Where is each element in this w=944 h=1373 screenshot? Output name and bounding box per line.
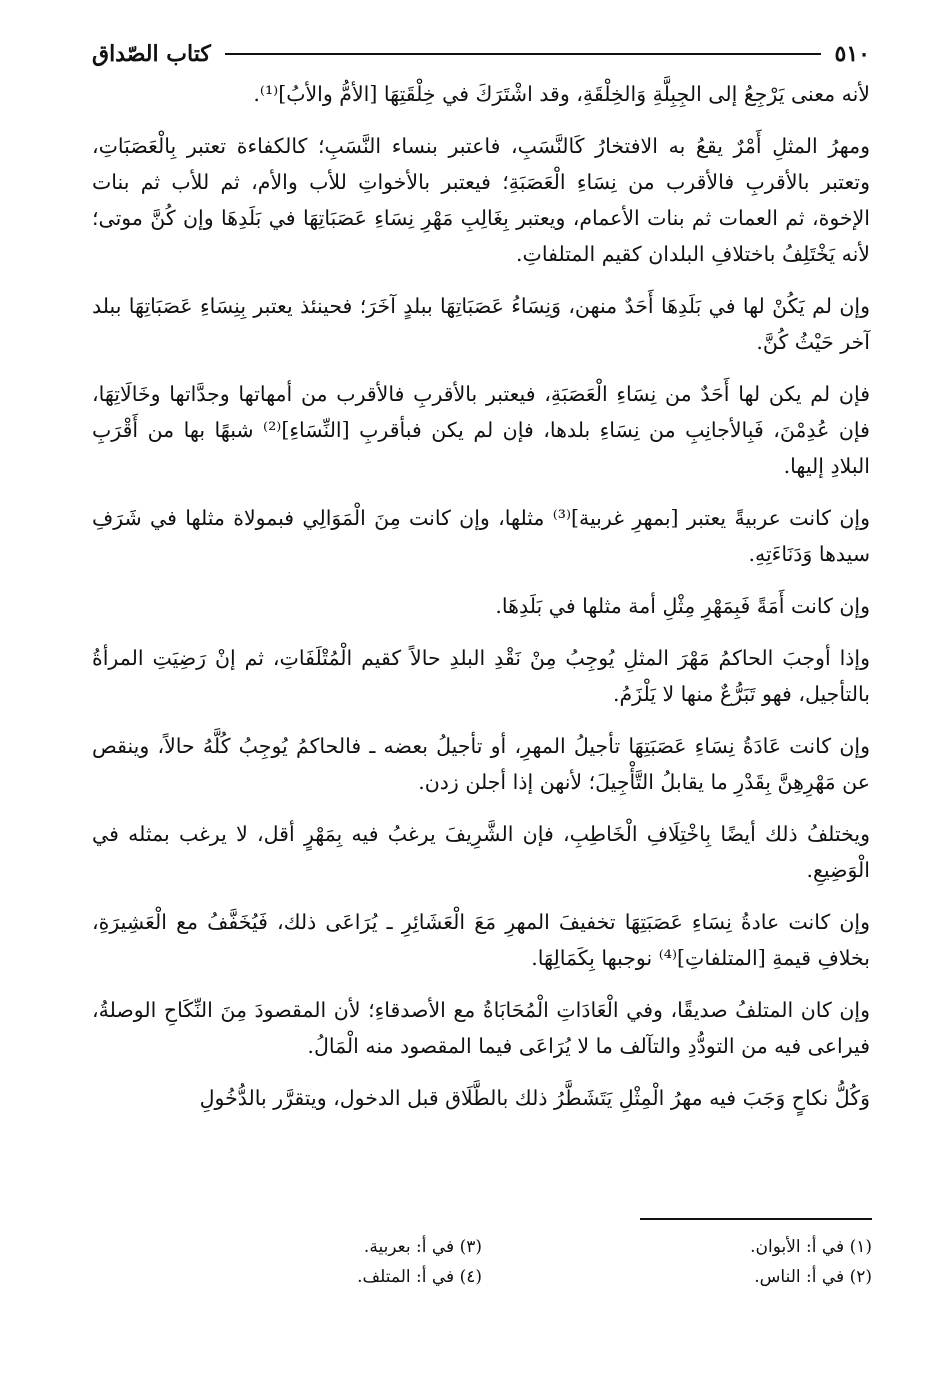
paragraph: وإن كانت عادةُ نِسَاءِ عَصَبَتِهَا تخفيفَ المهرِ مَعَ الْعَشَائِرِ ـ يُرَاعَى ذلك، فَيُخَفَّفُ مع الْعَشِيرَةِ، بخلافِ قيمةِ [المتلفاتِ]⁽⁴⁾ نوجبها بِكَمَالِهَا.: [92, 910, 870, 970]
page-number: ٥١٠: [834, 41, 870, 67]
body-text: [92, 76, 870, 1116]
paragraph: ومهرُ المثلِ أَمْرٌ يقعُ به الافتخارُ كَالنَّسَبِ، فاعتبر بنساء النَّسَبِ؛ كالكفاءة تعتبر بِالْعَصَبَاتِ، وتعتبر بالأقربِ فالأقرب من نِسَاءِ الْعَصَبَةِ؛ فيعتبر بالأخواتِ للأب والأم، ثم للأب ثم بنات الإخوة، ثم العمات ثم بنات الأعمام، ويعتبر بِغَالِبِ مَهْرِ نِسَاءِ عَصَبَاتِهَا في بَلَدِهَا وإن كُنَّ موتى؛ لأنه يَخْتَلِفُ باختلافِ البلدان كقيم المتلفاتِ.: [92, 134, 870, 266]
footnote: (٣) في أ: بعربية.: [363, 1237, 482, 1257]
paragraph: وإن لم يَكُنْ لها في بَلَدِهَا أَحَدٌ منهن، وَنِسَاءُ عَصَبَاتِهَا ببلدٍ آخَرَ؛ فحينئذ يعتبر بِنِسَاءِ عَصَبَاتِهَا ببلد آخر حَيْثُ كُنَّ.: [92, 294, 870, 354]
footnotes-left-column: [92, 1232, 482, 1292]
paragraph: وإن كانت عَادَةُ نِسَاءِ عَصَبَتِهَا تأجيلُ المهرِ، أو تأجيلُ بعضه ـ فالحاكمُ يُوجِبُ كُلَّهُ حالاً، وينقص عن مَهْرِهِنَّ بِقَدْرِ ما يقابلُ التَّأْجِيلَ؛ لأنهن إذا أجلن زدن.: [92, 734, 870, 794]
footnote: (٢) في أ: الناس.: [754, 1267, 872, 1287]
footnotes: [92, 1232, 872, 1292]
paragraph: وإذا أوجبَ الحاكمُ مَهْرَ المثلِ يُوجِبُ مِنْ نَقْدِ البلدِ حالاً كقيم الْمُتْلَفَاتِ، ثم إنْ رَضِيَتِ المرأةُ بالتأجيل، فهو تَبَرُّعٌ منها لا يَلْزَمُ.: [92, 646, 870, 706]
footnote: (١) في أ: الأبوان.: [750, 1237, 872, 1257]
paragraph: وإن كان المتلفُ صديقًا، وفي الْعَادَاتِ الْمُحَابَاةُ مع الأصدقاءِ؛ لأن المقصودَ مِنَ النِّكَاحِ الوصلةُ، فيراعى فيه من التودُّدِ والتآلف ما لا يُرَاعَى فيما المقصود منه الْمَالُ.: [92, 998, 870, 1058]
paragraph: وإن كانت عربيةً يعتبر [بمهرِ غربية]⁽³⁾ مثلها، وإن كانت مِنَ الْمَوَالِي فبمولاة مثلها في شَرَفِ سيدها وَدَنَاءَتِهِ.: [92, 506, 870, 566]
running-header: [92, 32, 870, 76]
paragraph: وإن كانت أَمَةً فَبِمَهْرِ مِثْلِ أمة مثلها في بَلَدِهَا.: [495, 594, 870, 618]
footnotes-right-column: [482, 1232, 872, 1292]
footnote-separator: [640, 1218, 872, 1220]
paragraph: لأنه معنى يَرْجِعُ إلى الجِبِلَّةِ وَالخِلْقَةِ، وقد اشْتَرَكَ في خِلْقَتِهَا [الأمُّ والأبُ]⁽¹⁾.: [253, 82, 870, 106]
footnote: (٤) في أ: المتلف.: [357, 1267, 482, 1287]
paragraph: ويختلفُ ذلك أيضًا بِاخْتِلَافِ الْخَاطِبِ، فإن الشَّرِيفَ يرغبُ فيه بِمَهْرٍ أقل، لا يرغب بمثله في الْوَضِيعِ.: [92, 822, 870, 882]
paragraph: وَكُلُّ نكاحٍ وَجَبَ فيه مهرُ الْمِثْلِ يَتَشَطَّرُ ذلك بالطَّلَاق قبل الدخول، ويتقرَّر بالدُّخُولِ: [199, 1086, 870, 1110]
paragraph: فإن لم يكن لها أَحَدٌ من نِسَاءِ الْعَصَبَةِ، فيعتبر بالأقربِ فالأقرب من أمهاتها وجدَّاتها وخَالَاتِهَا، فإن عُدِمْنَ، فَبِالأجانِبِ من نِسَاءِ بلدها، فإن لم يكن فبأقربِ [النِّسَاءِ]⁽²⁾ شبهًا بها من أَقْرَبِ البلادِ إليها.: [92, 382, 870, 478]
header-rule: [225, 53, 821, 55]
book-title: كتاب الصّداق: [92, 41, 211, 67]
